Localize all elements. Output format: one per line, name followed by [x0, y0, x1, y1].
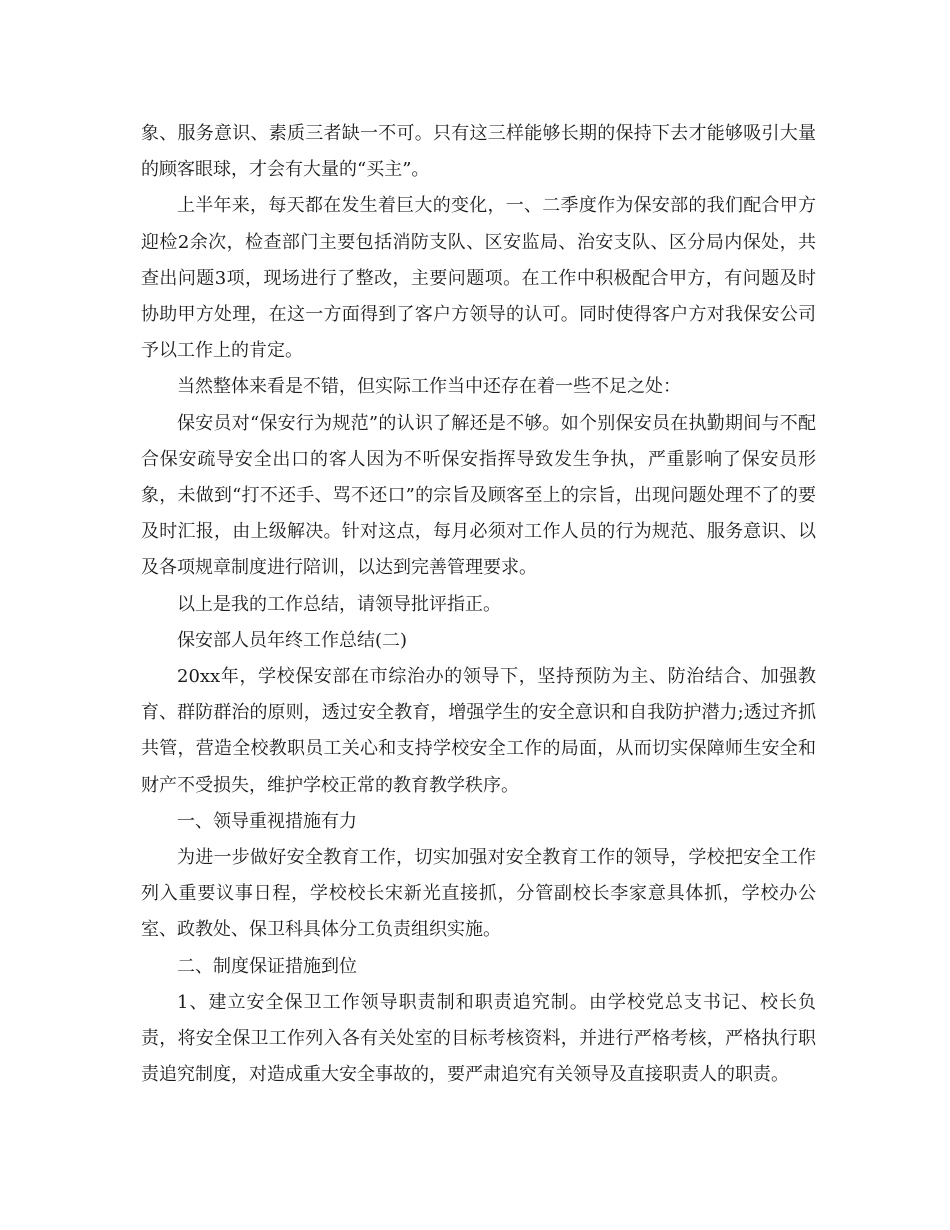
- subheading-2: 二、制度保证措施到位: [177, 955, 357, 977]
- paragraph-5: 以上是我的工作总结，请领导批评指正。: [177, 593, 501, 615]
- paragraph-4: 保安员对“保安行为规范”的认识了解还是不够。如个别保安员在执勤期间与不配合保安疏导安全出口的客人因为不听保安指挥导致发生争执，严重影响了保安员形象，未做到“打不还手、骂不还口”的宗旨及顾客至上的宗旨，出现问题处理不了的要及时汇报，由上级解决。针对这点，每月必须对工作人员的行为规范、服务意识、以及各项规章制度进行陪训，以达到完善管理要求。: [141, 412, 816, 579]
- paragraph-2: 上半年来，每天都在发生着巨大的变化，一、二季度作为保安部的我们配合甲方迎检2余次，检查部门主要包括消防支队、区安监局、治安支队、区分局内保处，共查出问题3项，现场进行了整改，主要问题项。在工作中积极配合甲方，有问题及时协助甲方处理，在这一方面得到了客户方领导的认可。同时使得客户方对我保安公司予以工作上的肯定。: [141, 195, 816, 362]
- paragraph-1: 象、服务意识、素质三者缺一不可。只有这三样能够长期的保持下去才能够吸引大量的顾客眼球，才会有大量的“买主”。: [141, 123, 816, 181]
- paragraph-3: 当然整体来看是不错，但实际工作当中还存在着一些不足之处：: [177, 376, 681, 398]
- paragraph-9: 为进一步做好安全教育工作，切实加强对安全教育工作的领导，学校把安全工作列入重要议事日程，学校校长宋新光直接抓，分管副校长李家意具体抓，学校办公室、政教处、保卫科具体分工负责组织实施。: [141, 847, 816, 941]
- document-page: [141, 116, 816, 1093]
- paragraph-11: 1、建立安全保卫工作领导职责制和职责追究制。由学校党总支书记、校长负责，将安全保卫工作列入各有关处室的目标考核资料，并进行严格考核，严格执行职责追究制度，对造成重大安全事故的，要严肃追究有关领导及直接职责人的职责。: [141, 991, 816, 1086]
- section-title: 保安部人员年终工作总结(二): [177, 629, 408, 651]
- subheading-1: 一、领导重视措施有力: [177, 810, 357, 832]
- paragraph-7: 20xx年，学校保安部在市综治办的领导下，坚持预防为主、防治结合、加强教育、群防群治的原则，透过安全教育，增强学生的安全意识和自我防护潜力;透过齐抓共管，营造全校教职员工关心和支持学校安全工作的局面，从而切实保障师生安全和财产不受损失，维护学校正常的教育教学秩序。: [141, 666, 816, 796]
